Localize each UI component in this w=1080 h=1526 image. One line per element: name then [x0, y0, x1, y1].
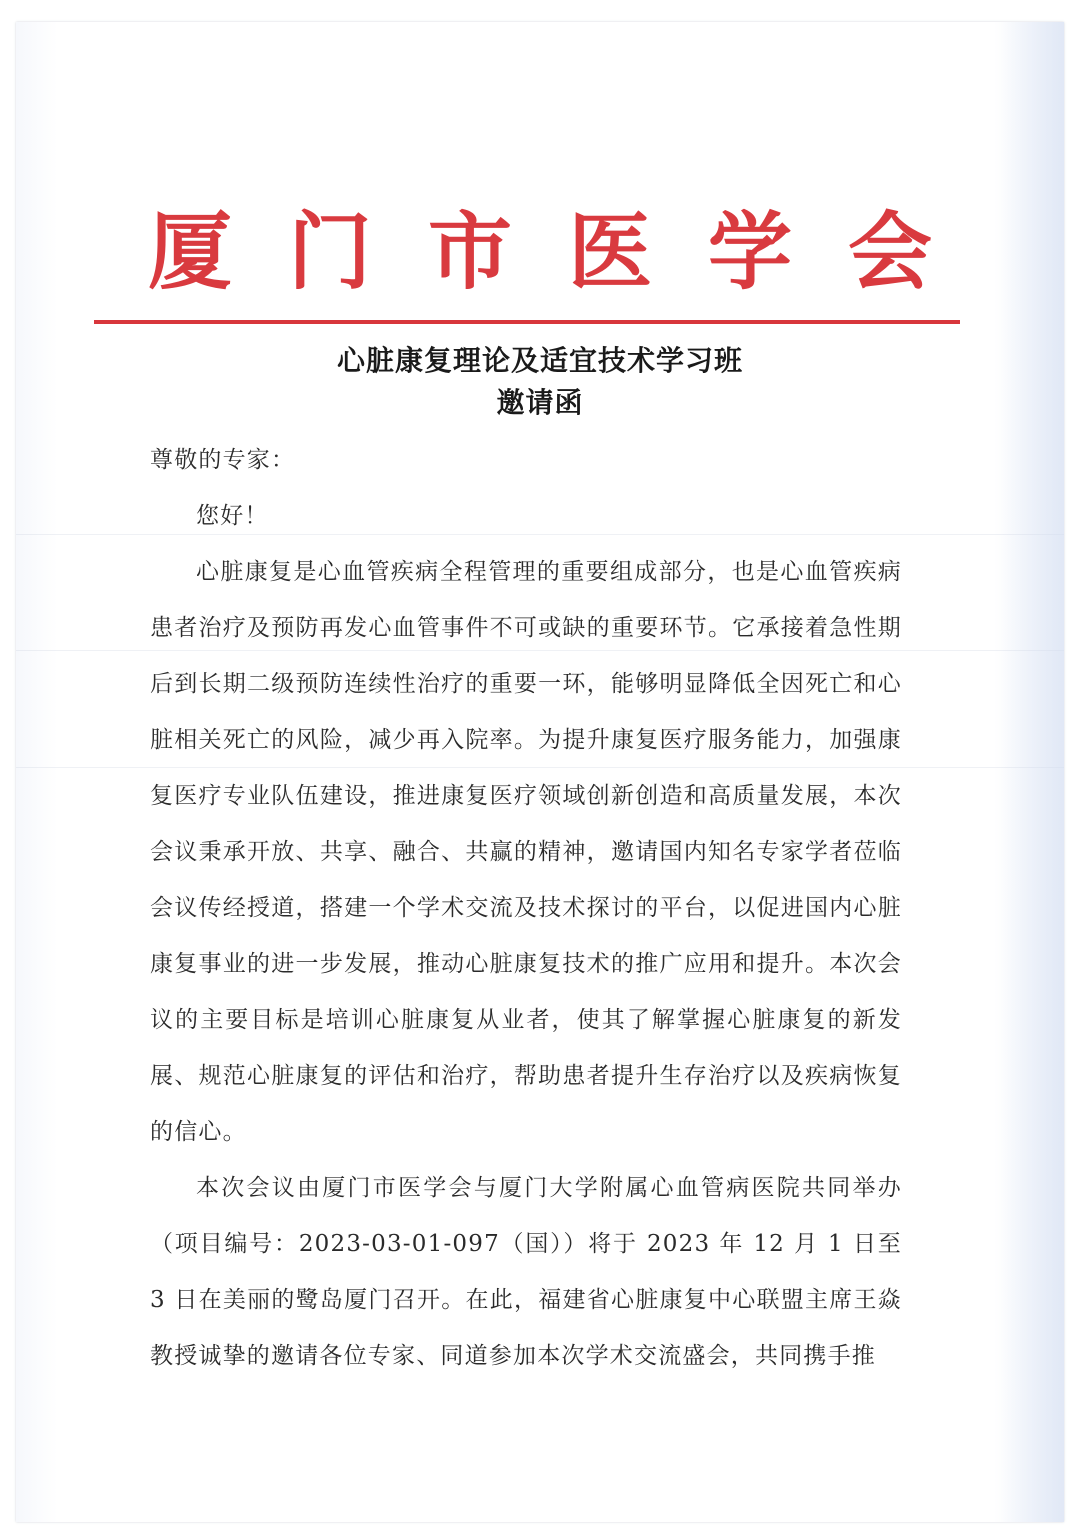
paragraph-intro: 心脏康复是心血管疾病全程管理的重要组成部分，也是心血管疾病患者治疗及预防再发心血管事件不可或缺的重要环节。它承接着急性期后到长期二级预防连续性治疗的重要一环，能够明显降低全因死亡和心脏相关死亡的风险，减少再入院率。为提升康复医疗服务能力，加强康复医疗专业队伍建设，推进康复医疗领域创新创造和高质量发展，本次会议秉承开放、共享、融合、共赢的精神，邀请国内知名专家学者莅临会议传经授道，搭建一个学术交流及技术探讨的平台，以促进国内心脏康复事业的进一步发展，推动心脏康复技术的推广应用和提升。本次会议的主要目标是培训心脏康复从业者，使其了解掌握心脏康复的新发展、规范心脏康复的评估和治疗，帮助患者提升生存治疗以及疾病恢复的信心。: [150, 559, 902, 1145]
organization-name: 厦门市医学会: [147, 202, 988, 301]
letter-body: [150, 432, 902, 1384]
letter-page: [16, 22, 1064, 1522]
salutation: 尊敬的专家：: [150, 447, 296, 473]
document-title: [16, 340, 1064, 424]
paragraph-meeting-info: 本次会议由厦门市医学会与厦门大学附属心血管病医院共同举办（项目编号：2023-03-01-097（国））将于 2023 年 12 月 1 日至 3 日在美丽的鹭岛厦门召开。在此，福建省心脏康复中心联盟主席王焱教授诚挚的邀请各位专家、同道参加本次学术交流盛会，共同携手推: [150, 1175, 902, 1369]
invitation-title: 邀请函: [496, 386, 584, 419]
greeting: 您好！: [196, 503, 269, 529]
letterhead: [16, 202, 1064, 302]
letterhead-divider: [94, 320, 960, 324]
course-title: 心脏康复理论及适宜技术学习班: [336, 344, 743, 377]
